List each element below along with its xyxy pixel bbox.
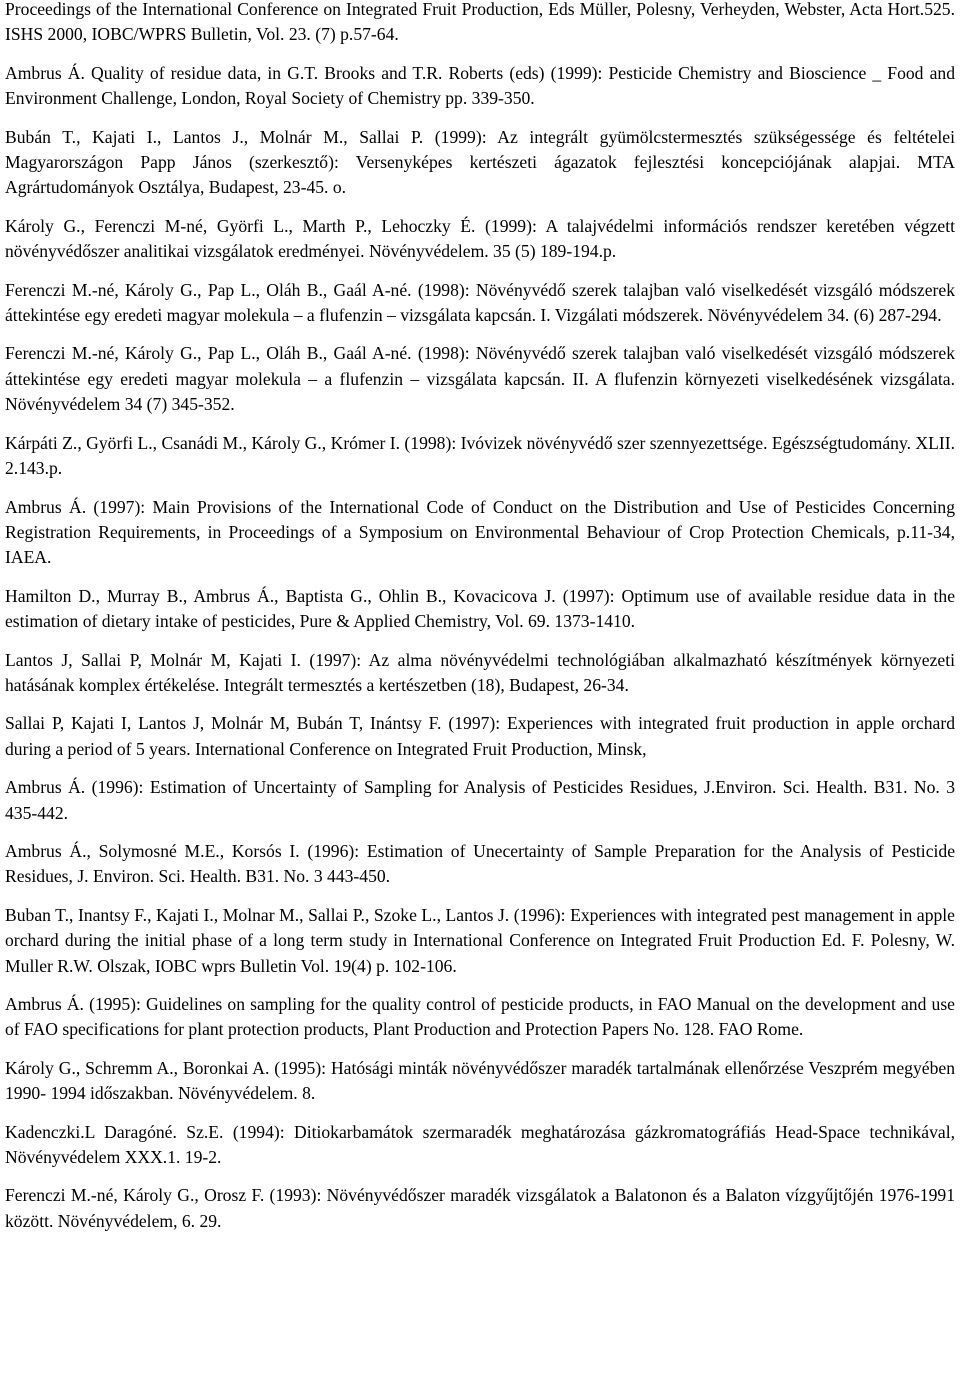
reference-entry: Ferenczi M.-né, Károly G., Orosz F. (1993): Növényvédőszer maradék vizsgálatok a Balatonon és a Balaton vízgyűjtőjén 1976-1991 között. Növényvédelem, 6. 29.	[5, 1185, 955, 1231]
reference-entry: Ambrus Á. Quality of residue data, in G.T. Brooks and T.R. Roberts (eds) (1999): Pesticide Chemistry and Bioscience _ Food and Environment Challenge, London, Royal Society of Chemistry pp. 339-350.	[5, 62, 955, 109]
reference-entry: Kadenczki.L Daragóné. Sz.E. (1994): Ditiokarbamátok szermaradék meghatározása gázkromatográfiás Head-Space technikával, Növényvédelem XXX.1. 19-2.	[5, 1121, 955, 1168]
reference-entry: Károly G., Schremm A., Boronkai A. (1995): Hatósági minták növényvédőszer maradék tartalmának ellenőrzése Veszprém megyében 1990- 1994 időszakban. Növényvédelem. 8.	[5, 1057, 955, 1104]
reference-entry: Lantos J, Sallai P, Molnár M, Kajati I. (1997): Az alma növényvédelmi technológiában alkalmazható készítmények környezeti hatásának komplex értékelése. Integrált termesztés a kertészetben (18), Budapest, 26-34.	[5, 649, 955, 695]
reference-entry: Ferenczi M.-né, Károly G., Pap L., Oláh B., Gaál A-né. (1998): Növényvédő szerek talajban való viselkedését vizsgáló módszerek áttekintése egy eredeti magyar molekula – a flufenzin – vizsgálata kapcsán. I. Vizgálati módszerek. Növényvédelem 34. (6) 287-294.	[5, 279, 955, 326]
reference-entry: Sallai P, Kajati I, Lantos J, Molnár M, Bubán T, Inántsy F. (1997): Experiences with integrated fruit production in apple orchard during a period of 5 years. International Conference on Integrated Fruit Production, Minsk,	[5, 713, 955, 759]
reference-entry: Károly G., Ferenczi M-né, Györfi L., Marth P., Lehoczky É. (1999): A talajvédelmi információs rendszer keretében végzett növényvédőszer analitikai vizsgálatok eredményei. Növényvédelem. 35 (5) 189-194.p.	[5, 215, 955, 262]
reference-entry: Hamilton D., Murray B., Ambrus Á., Baptista G., Ohlin B., Kovacicova J. (1997): Optimum use of available residue data in the estimation of dietary intake of pesticides, Pure & Applied Chemistry, Vol. 69. 1373-1410.	[5, 585, 955, 632]
reference-entry: Ferenczi M.-né, Károly G., Pap L., Oláh B., Gaál A-né. (1998): Növényvédő szerek talajban való viselkedését vizsgáló módszerek áttekintése egy eredeti magyar molekula – a flufenzin – vizsgálata kapcsán. II. A flufenzin környezeti viselkedésének vizsgálata. Növényvédelem 34 (7) 345-352.	[5, 343, 955, 415]
reference-entry: Ambrus Á. (1995): Guidelines on sampling for the quality control of pesticide products, in FAO Manual on the development and use of FAO specifications for plant protection products, Plant Production and Protection Papers No. 128. FAO Rome.	[5, 994, 955, 1040]
reference-entry: Ambrus Á., Solymosné M.E., Korsós I. (1996): Estimation of Unecertainty of Sample Preparation for the Analysis of Pesticide Residues, J. Environ. Sci. Health. B31. No. 3 443-450.	[5, 840, 955, 887]
reference-list	[5, 0, 955, 1247]
reference-entry: Proceedings of the International Conference on Integrated Fruit Production, Eds Müller, Polesny, Verheyden, Webster, Acta Hort.525. ISHS 2000, IOBC/WPRS Bulletin, Vol. 23. (7) p.57-64.	[5, 0, 955, 45]
reference-entry: Ambrus Á. (1996): Estimation of Uncertainty of Sampling for Analysis of Pesticides Residues, J.Environ. Sci. Health. B31. No. 3 435-442.	[5, 777, 955, 823]
reference-entry: Bubán T., Kajati I., Lantos J., Molnár M., Sallai P. (1999): Az integrált gyümölcstermesztés szükségessége és feltételei Magyarországon Papp János (szerkesztő): Versenyképes kertészeti ágazatok fejlesztési koncepciójának alapjai. MTA Agrártudományok Osztálya, Budapest, 23-45. o.	[5, 126, 955, 198]
reference-entry: Ambrus Á. (1997): Main Provisions of the International Code of Conduct on the Distribution and Use of Pesticides Concerning Registration Requirements, in Proceedings of a Symposium on Environmental Behaviour of Crop Protection Chemicals, p.11-34, IAEA.	[5, 496, 955, 568]
reference-entry: Kárpáti Z., Györfi L., Csanádi M., Károly G., Krómer I. (1998): Ivóvizek növényvédő szer szennyezettsége. Egészségtudomány. XLII. 2.143.p.	[5, 432, 955, 479]
reference-entry: Buban T., Inantsy F., Kajati I., Molnar M., Sallai P., Szoke L., Lantos J. (1996): Experiences with integrated pest management in apple orchard during the initial phase of a long term study in International Conference on Integrated Fruit Production Ed. F. Polesny, W. Muller R.W. Olszak, IOBC wprs Bulletin Vol. 19(4) p. 102-106.	[5, 904, 955, 976]
